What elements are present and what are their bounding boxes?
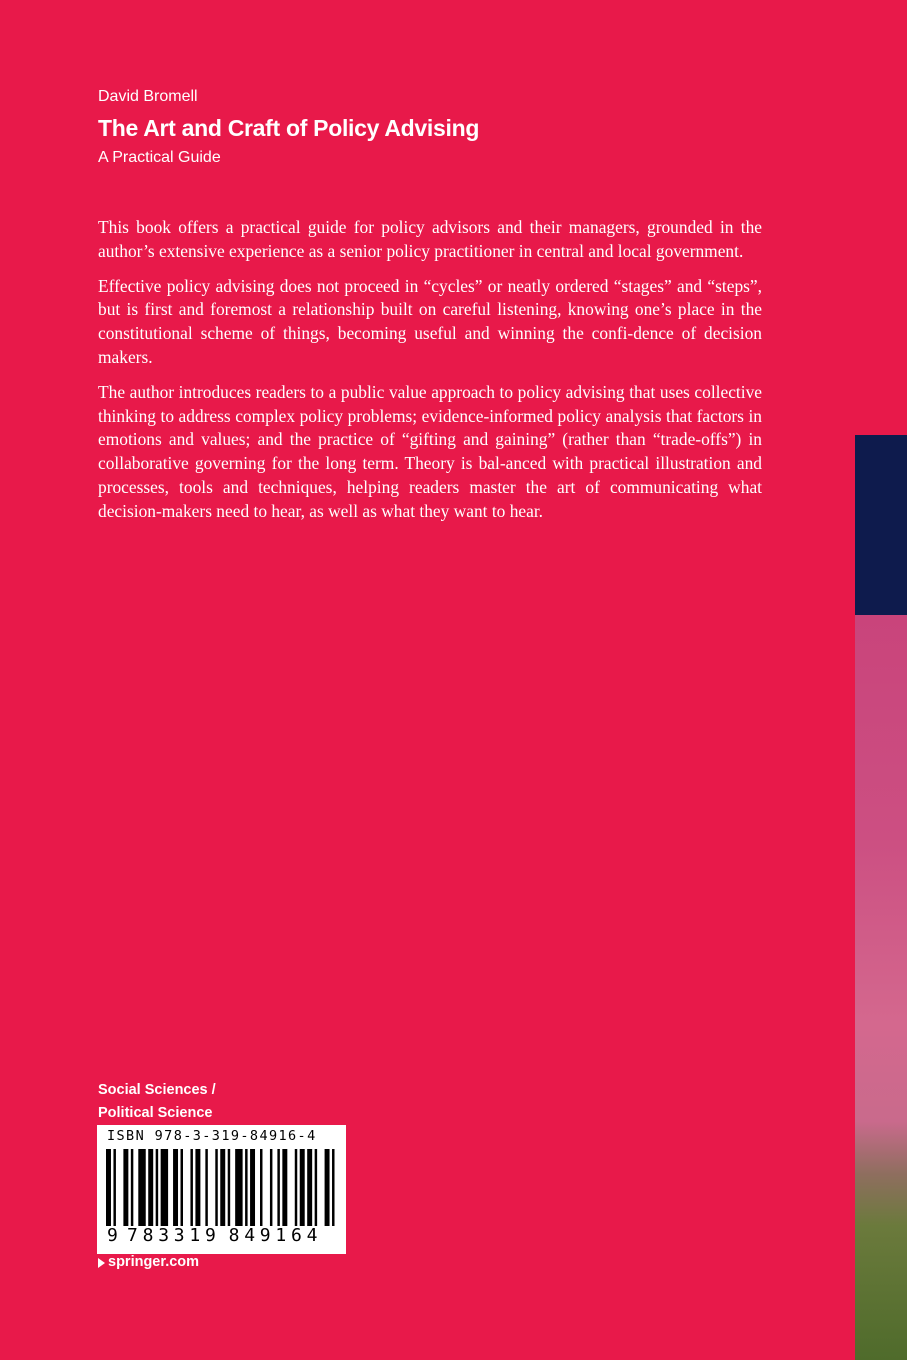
ean-digit: 7 xyxy=(127,1225,138,1246)
barcode-bar xyxy=(300,1149,305,1226)
barcode-bar xyxy=(195,1149,200,1226)
barcode-bar xyxy=(235,1149,242,1226)
barcode-bar xyxy=(205,1149,207,1226)
barcode-bar xyxy=(228,1149,230,1226)
barcode-bar xyxy=(173,1149,178,1226)
blurb-paragraph: The author introduces readers to a public value approach to policy advising that uses collective thinking to address complex policy problems; evidence-informed policy analysis that factors in emotions and values; and the practice of “gifting and gaining” (rather than “trade-offs”) in collaborative governing for the long term. Theory is bal-anced with practical illustration and processes, tools and techniques, helping readers master the art of communicating what decision-makers need to hear, as well as what they want to hear. xyxy=(98,381,762,521)
ean-digit: 9 xyxy=(107,1225,118,1246)
front-cover-red-band xyxy=(855,0,907,435)
barcode-bar xyxy=(148,1149,153,1226)
barcode-bar xyxy=(161,1149,168,1226)
author-name: David Bromell xyxy=(98,88,198,105)
barcode-bar xyxy=(260,1149,262,1226)
barcode-bar xyxy=(270,1149,272,1226)
ean-digit: 9 xyxy=(259,1225,271,1246)
ean-digit: 1 xyxy=(275,1225,287,1246)
triangle-arrow-icon xyxy=(98,1258,105,1268)
barcode-bar xyxy=(181,1149,183,1226)
blurb-paragraph: This book offers a practical guide for policy advisors and their managers, grounded in the author’s extensive experience as a senior policy practitioner in central and local government. xyxy=(98,217,762,261)
barcode-bar xyxy=(106,1149,111,1226)
barcode-bar xyxy=(315,1149,317,1226)
barcode-bar xyxy=(190,1149,192,1226)
publisher-link[interactable] xyxy=(98,1254,199,1270)
ean-digit: 6 xyxy=(291,1225,302,1246)
book-title: The Art and Craft of Policy Advising xyxy=(98,115,480,141)
ean-digit: 3 xyxy=(173,1225,185,1246)
isbn-barcode xyxy=(97,1125,346,1254)
front-cover-photo xyxy=(855,615,907,1360)
barcode-bar xyxy=(131,1149,133,1226)
category-line: Political Science xyxy=(98,1105,213,1121)
ean-digit: 8 xyxy=(228,1225,240,1246)
barcode-bar xyxy=(113,1149,115,1226)
barcode-bar xyxy=(215,1149,217,1226)
barcode-bar xyxy=(295,1149,297,1226)
ean-digit: 4 xyxy=(244,1225,256,1246)
barcode-bar xyxy=(138,1149,145,1226)
barcode-bar xyxy=(250,1149,255,1226)
barcode-bar xyxy=(332,1149,334,1226)
barcode-bar xyxy=(123,1149,128,1226)
barcode-bar xyxy=(277,1149,279,1226)
isbn-label: ISBN 978-3-319-84916-4 xyxy=(107,1128,317,1144)
ean-digit: 9 xyxy=(205,1225,216,1246)
ean-digit: 3 xyxy=(158,1225,170,1246)
barcode-bar xyxy=(325,1149,330,1226)
publisher-website: springer.com xyxy=(108,1254,200,1270)
barcode-bar xyxy=(307,1149,312,1226)
front-cover-edge xyxy=(855,0,907,1360)
ean-digit: 4 xyxy=(306,1225,318,1246)
ean-digits xyxy=(97,1225,346,1253)
book-subtitle: A Practical Guide xyxy=(98,149,221,166)
subject-category xyxy=(98,1079,216,1125)
ean-digit: 1 xyxy=(189,1225,201,1246)
front-cover-navy-band xyxy=(855,435,907,615)
barcode-bar xyxy=(245,1149,247,1226)
barcode-bars xyxy=(106,1149,337,1226)
blurb-text xyxy=(98,216,762,535)
category-line: Social Sciences / xyxy=(98,1082,216,1098)
barcode-bar xyxy=(220,1149,225,1226)
barcode-bar xyxy=(156,1149,158,1226)
barcode-bar xyxy=(282,1149,287,1226)
blurb-paragraph: Effective policy advising does not proceed in “cycles” or neatly ordered “stages” and “steps”, but is first and foremost a relationship built on careful listening, knowing one’s place in the constitutional scheme of things, becoming useful and winning the confi-dence of decision makers. xyxy=(98,275,762,367)
ean-digit: 8 xyxy=(142,1225,154,1246)
